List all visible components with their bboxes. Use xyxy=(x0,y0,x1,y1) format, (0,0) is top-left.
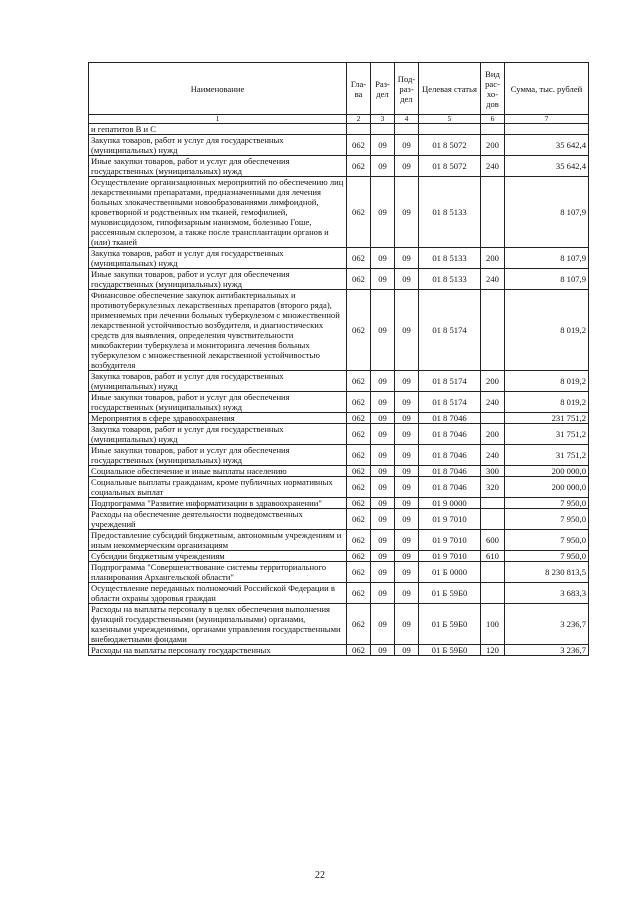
row-razdel: 09 xyxy=(371,445,395,466)
row-celevaya: 01 8 7046 xyxy=(419,477,481,498)
row-celevaya: 01 9 7010 xyxy=(419,551,481,562)
row-name: Осуществление переданных полномочий Российской Федерации в области охраны здоровья граждан xyxy=(89,583,347,604)
row-name: Осуществление организационных мероприятий по обеспечению лиц лекарственными препаратами, предназначенными для лечения больных злокачественными новообразованиями лимфоидной, кроветворной и родственных им тканей, гемофилией, муковисцидозом, гипофизарным нанизмом, болезнью Гоше, рассеянным склерозом, а также после трансплантации органов и (или) тканей xyxy=(89,177,347,248)
column-number: 2 xyxy=(347,115,371,124)
row-razdel: 09 xyxy=(371,477,395,498)
row-podrazdel: 09 xyxy=(395,466,419,477)
row-name: Закупка товаров, работ и услуг для государственных (муниципальных) нужд xyxy=(89,248,347,269)
row-podrazdel: 09 xyxy=(395,392,419,413)
row-summa: 3 683,3 xyxy=(505,583,589,604)
row-vid xyxy=(481,413,505,424)
row-podrazdel: 09 xyxy=(395,477,419,498)
row-celevaya: 01 8 7046 xyxy=(419,466,481,477)
row-razdel: 09 xyxy=(371,269,395,290)
budget-table-page xyxy=(88,62,588,656)
row-razdel: 09 xyxy=(371,551,395,562)
column-number: 3 xyxy=(371,115,395,124)
row-summa: 8 019,2 xyxy=(505,371,589,392)
row-razdel: 09 xyxy=(371,498,395,509)
row-summa: 35 642,4 xyxy=(505,156,589,177)
row-glava: 062 xyxy=(347,477,371,498)
table-header-row xyxy=(89,63,589,115)
row-razdel: 09 xyxy=(371,645,395,656)
row-vid xyxy=(481,509,505,530)
table-row xyxy=(89,177,589,248)
row-razdel: 09 xyxy=(371,604,395,645)
column-number: 7 xyxy=(505,115,589,124)
row-vid xyxy=(481,498,505,509)
row-vid: 600 xyxy=(481,530,505,551)
row-vid: 320 xyxy=(481,477,505,498)
row-vid: 610 xyxy=(481,551,505,562)
column-number: 4 xyxy=(395,115,419,124)
row-glava xyxy=(347,124,371,135)
budget-table xyxy=(88,62,589,656)
row-celevaya: 01 Б 59Б0 xyxy=(419,604,481,645)
row-celevaya: 01 8 5133 xyxy=(419,248,481,269)
row-glava: 062 xyxy=(347,392,371,413)
row-glava: 062 xyxy=(347,269,371,290)
row-razdel: 09 xyxy=(371,135,395,156)
row-celevaya: 01 8 5174 xyxy=(419,371,481,392)
table-row xyxy=(89,583,589,604)
row-summa: 7 950,0 xyxy=(505,498,589,509)
row-podrazdel: 09 xyxy=(395,413,419,424)
row-name: Социальное обеспечение и иные выплаты населению xyxy=(89,466,347,477)
row-vid: 240 xyxy=(481,269,505,290)
table-row xyxy=(89,530,589,551)
table-row xyxy=(89,604,589,645)
row-podrazdel: 09 xyxy=(395,509,419,530)
row-vid xyxy=(481,562,505,583)
row-glava: 062 xyxy=(347,290,371,371)
row-name: Иные закупки товаров, работ и услуг для обеспечения государственных (муниципальных) нужд xyxy=(89,156,347,177)
row-celevaya: 01 8 5174 xyxy=(419,290,481,371)
row-vid: 240 xyxy=(481,156,505,177)
row-name: Подпрограмма "Развитие информатизации в здравоохранении" xyxy=(89,498,347,509)
row-celevaya xyxy=(419,124,481,135)
row-glava: 062 xyxy=(347,530,371,551)
row-razdel: 09 xyxy=(371,248,395,269)
row-podrazdel: 09 xyxy=(395,498,419,509)
row-summa: 8 019,2 xyxy=(505,290,589,371)
row-summa: 7 950,0 xyxy=(505,509,589,530)
row-summa: 8 230 813,5 xyxy=(505,562,589,583)
row-razdel: 09 xyxy=(371,583,395,604)
row-summa: 3 236,7 xyxy=(505,645,589,656)
row-razdel: 09 xyxy=(371,156,395,177)
row-vid: 240 xyxy=(481,392,505,413)
row-summa: 31 751,2 xyxy=(505,424,589,445)
table-row xyxy=(89,290,589,371)
column-number-row xyxy=(89,115,589,124)
header-name: Наименование xyxy=(89,63,347,115)
table-row xyxy=(89,498,589,509)
row-razdel: 09 xyxy=(371,392,395,413)
row-glava: 062 xyxy=(347,509,371,530)
row-summa: 8 107,9 xyxy=(505,177,589,248)
row-name: Подпрограмма "Совершенствование системы территориального планирования Архангельской области" xyxy=(89,562,347,583)
header-celevaya: Целевая статья xyxy=(419,63,481,115)
table-row xyxy=(89,445,589,466)
row-name: Расходы на выплаты персоналу в целях обеспечения выполнения функций государственными (муниципальными) органами, казенными учреждениями, органами управления государственными внебюджетными фондами xyxy=(89,604,347,645)
table-row xyxy=(89,413,589,424)
row-summa: 200 000,0 xyxy=(505,477,589,498)
row-glava: 062 xyxy=(347,424,371,445)
row-razdel xyxy=(371,124,395,135)
row-vid: 300 xyxy=(481,466,505,477)
row-name: Расходы на выплаты персоналу государственных xyxy=(89,645,347,656)
header-vid: Вид рас-хо-дов xyxy=(481,63,505,115)
row-razdel: 09 xyxy=(371,290,395,371)
row-summa: 35 642,4 xyxy=(505,135,589,156)
table-row xyxy=(89,269,589,290)
row-razdel: 09 xyxy=(371,413,395,424)
table-row xyxy=(89,135,589,156)
row-celevaya: 01 8 5174 xyxy=(419,392,481,413)
row-glava: 062 xyxy=(347,248,371,269)
row-name: Закупка товаров, работ и услуг для государственных (муниципальных) нужд xyxy=(89,424,347,445)
row-podrazdel: 09 xyxy=(395,583,419,604)
header-glava: Гла-ва xyxy=(347,63,371,115)
row-razdel: 09 xyxy=(371,530,395,551)
row-summa: 8 107,9 xyxy=(505,269,589,290)
row-glava: 062 xyxy=(347,498,371,509)
row-name: Финансовое обеспечение закупок антибактериальных и противотуберкулезных лекарственных препаратов (второго ряда), применяемых при лечении больных туберкулезом с множественной лекарственной устойчивостью возбудителя, и диагностических средств для выявления, определения чувствительности микобактерии туберкулеза и мониторинга лечения больных туберкулезом с множественной лекарственной устойчивостью возбудителя xyxy=(89,290,347,371)
column-number: 6 xyxy=(481,115,505,124)
row-name: Предоставление субсидий бюджетным, автономным учреждениям и иным некоммерческим организациям xyxy=(89,530,347,551)
header-podrazdel: Под-раз-дел xyxy=(395,63,419,115)
row-glava: 062 xyxy=(347,135,371,156)
header-summa: Сумма, тыс. рублей xyxy=(505,63,589,115)
column-number: 5 xyxy=(419,115,481,124)
row-podrazdel: 09 xyxy=(395,604,419,645)
row-glava: 062 xyxy=(347,604,371,645)
page-number: 22 xyxy=(315,870,325,881)
row-glava: 062 xyxy=(347,645,371,656)
row-podrazdel: 09 xyxy=(395,424,419,445)
row-celevaya: 01 8 5072 xyxy=(419,135,481,156)
row-razdel: 09 xyxy=(371,424,395,445)
table-row xyxy=(89,248,589,269)
table-row xyxy=(89,645,589,656)
row-razdel: 09 xyxy=(371,371,395,392)
row-glava: 062 xyxy=(347,583,371,604)
row-podrazdel: 09 xyxy=(395,177,419,248)
row-vid: 200 xyxy=(481,135,505,156)
row-podrazdel: 09 xyxy=(395,445,419,466)
table-row xyxy=(89,124,589,135)
row-podrazdel: 09 xyxy=(395,269,419,290)
row-glava: 062 xyxy=(347,413,371,424)
row-vid: 100 xyxy=(481,604,505,645)
table-row xyxy=(89,509,589,530)
row-podrazdel xyxy=(395,124,419,135)
row-name: Иные закупки товаров, работ и услуг для обеспечения государственных (муниципальных) нужд xyxy=(89,445,347,466)
row-vid: 200 xyxy=(481,248,505,269)
row-vid: 200 xyxy=(481,424,505,445)
row-glava: 062 xyxy=(347,445,371,466)
row-glava: 062 xyxy=(347,156,371,177)
row-celevaya: 01 8 5133 xyxy=(419,269,481,290)
row-summa: 31 751,2 xyxy=(505,445,589,466)
row-glava: 062 xyxy=(347,466,371,477)
row-celevaya: 01 Б 0000 xyxy=(419,562,481,583)
row-summa: 3 236,7 xyxy=(505,604,589,645)
row-celevaya: 01 9 7010 xyxy=(419,530,481,551)
row-celevaya: 01 8 5072 xyxy=(419,156,481,177)
row-razdel: 09 xyxy=(371,466,395,477)
row-name: Иные закупки товаров, работ и услуг для обеспечения государственных (муниципальных) нужд xyxy=(89,269,347,290)
header-razdel: Раз-дел xyxy=(371,63,395,115)
row-podrazdel: 09 xyxy=(395,290,419,371)
row-name: Закупка товаров, работ и услуг для государственных (муниципальных) нужд xyxy=(89,371,347,392)
row-name: Социальные выплаты гражданам, кроме публичных нормативных социальных выплат xyxy=(89,477,347,498)
table-row xyxy=(89,551,589,562)
row-name: Субсидии бюджетным учреждениям xyxy=(89,551,347,562)
row-podrazdel: 09 xyxy=(395,135,419,156)
row-razdel: 09 xyxy=(371,177,395,248)
row-celevaya: 01 Б 59Б0 xyxy=(419,645,481,656)
row-podrazdel: 09 xyxy=(395,248,419,269)
row-vid: 240 xyxy=(481,445,505,466)
row-summa: 8 019,2 xyxy=(505,392,589,413)
row-name: Иные закупки товаров, работ и услуг для обеспечения государственных (муниципальных) нужд xyxy=(89,392,347,413)
row-celevaya: 01 Б 59Б0 xyxy=(419,583,481,604)
row-celevaya: 01 9 7010 xyxy=(419,509,481,530)
row-celevaya: 01 8 7046 xyxy=(419,424,481,445)
table-row xyxy=(89,562,589,583)
row-name: Закупка товаров, работ и услуг для государственных (муниципальных) нужд xyxy=(89,135,347,156)
table-row xyxy=(89,392,589,413)
row-vid xyxy=(481,583,505,604)
row-vid: 200 xyxy=(481,371,505,392)
table-body xyxy=(89,124,589,656)
row-summa: 231 751,2 xyxy=(505,413,589,424)
row-razdel: 09 xyxy=(371,562,395,583)
table-row xyxy=(89,156,589,177)
table-row xyxy=(89,477,589,498)
row-glava: 062 xyxy=(347,562,371,583)
row-vid xyxy=(481,290,505,371)
column-number: 1 xyxy=(89,115,347,124)
row-summa xyxy=(505,124,589,135)
row-vid: 120 xyxy=(481,645,505,656)
row-podrazdel: 09 xyxy=(395,371,419,392)
row-razdel: 09 xyxy=(371,509,395,530)
row-glava: 062 xyxy=(347,177,371,248)
row-vid xyxy=(481,177,505,248)
row-podrazdel: 09 xyxy=(395,551,419,562)
row-glava: 062 xyxy=(347,551,371,562)
row-name: Мероприятия в сфере здравоохранения xyxy=(89,413,347,424)
row-summa: 7 950,0 xyxy=(505,530,589,551)
row-celevaya: 01 8 5133 xyxy=(419,177,481,248)
table-row xyxy=(89,371,589,392)
row-summa: 8 107,9 xyxy=(505,248,589,269)
row-celevaya: 01 8 7046 xyxy=(419,445,481,466)
row-celevaya: 01 9 0000 xyxy=(419,498,481,509)
table-row xyxy=(89,424,589,445)
row-vid xyxy=(481,124,505,135)
row-podrazdel: 09 xyxy=(395,645,419,656)
row-glava: 062 xyxy=(347,371,371,392)
row-podrazdel: 09 xyxy=(395,530,419,551)
row-name: Расходы на обеспечение деятельности подведомственных учреждений xyxy=(89,509,347,530)
row-name: и гепатитов В и С xyxy=(89,124,347,135)
table-row xyxy=(89,466,589,477)
row-celevaya: 01 8 7046 xyxy=(419,413,481,424)
row-summa: 200 000,0 xyxy=(505,466,589,477)
row-podrazdel: 09 xyxy=(395,156,419,177)
row-podrazdel: 09 xyxy=(395,562,419,583)
row-summa: 7 950,0 xyxy=(505,551,589,562)
